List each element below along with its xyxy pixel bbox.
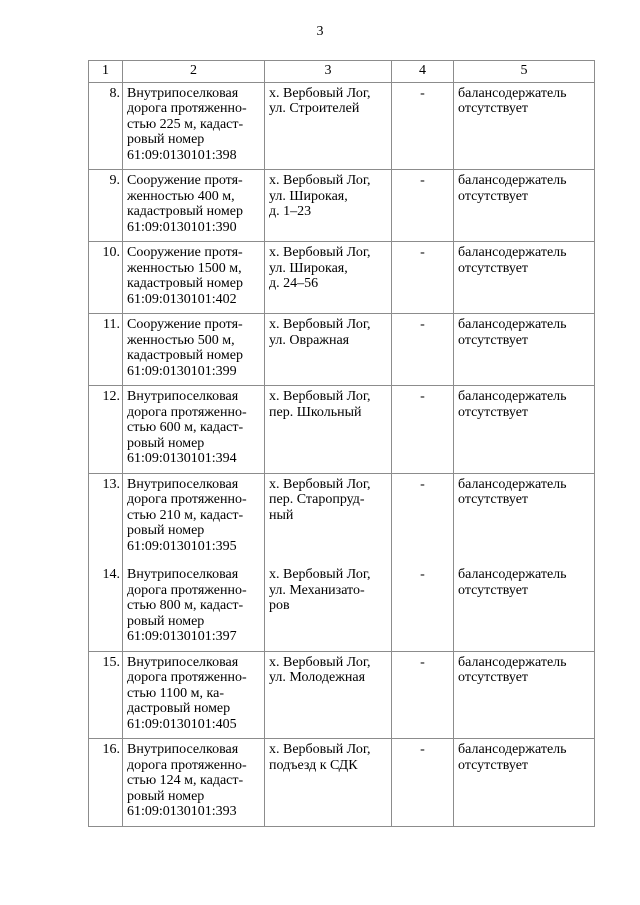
object-address-line: пер. Школьный — [269, 404, 362, 420]
table-row — [89, 386, 595, 474]
owner-status-line: отсутствует — [458, 492, 529, 507]
object-name-line: стью 800 м, кадаст- — [127, 598, 244, 613]
object-name — [123, 82, 265, 170]
object-name — [123, 473, 265, 564]
object-name-line: кадастровый номер — [127, 276, 243, 291]
owner-status-line: отсутствует — [458, 260, 529, 276]
owner-status — [454, 564, 595, 651]
object-name-line: Внутрипоселковая — [127, 567, 239, 582]
header-col-5: 5 — [454, 61, 595, 83]
table-row — [89, 242, 595, 314]
row-number: 16. — [89, 739, 123, 827]
table-row — [89, 739, 595, 827]
object-address — [265, 473, 392, 564]
col4-value: - — [392, 170, 454, 242]
table-row — [89, 314, 595, 386]
object-name-line: 61:09:0130101:393 — [127, 804, 237, 819]
object-name-line: кадастровый номер — [127, 348, 243, 363]
row-number: 8. — [89, 82, 123, 170]
owner-status-line: балансодержатель — [458, 85, 567, 101]
object-name-line: стью 225 м, кадаст- — [127, 116, 244, 132]
header-col-3: 3 — [265, 61, 392, 83]
object-name-line: 61:09:0130101:390 — [127, 219, 237, 235]
object-address — [265, 82, 392, 170]
object-name-line: Внутрипоселковая — [127, 85, 239, 101]
object-name — [123, 314, 265, 386]
object-name-line: 61:09:0130101:402 — [127, 291, 237, 307]
row-number: 13. — [89, 473, 123, 564]
row-number: 14. — [89, 564, 123, 651]
object-name-line: дорога протяженно- — [127, 757, 247, 773]
owner-status-line: отсутствует — [458, 188, 529, 204]
object-name-line: ровый номер — [127, 788, 205, 804]
object-name-line: ровый номер — [127, 613, 205, 629]
col4-value: - — [392, 739, 454, 827]
owner-status-line: отсутствует — [458, 582, 529, 598]
col4-value: - — [392, 564, 454, 651]
owner-status — [454, 242, 595, 314]
row-number: 9. — [89, 170, 123, 242]
owner-status-line: балансодержатель — [458, 742, 567, 757]
owner-status-line: балансодержатель — [458, 173, 567, 188]
owner-status — [454, 314, 595, 386]
object-address-line: ул. Строителей — [269, 101, 360, 116]
object-name-line: Внутрипоселковая — [127, 389, 239, 404]
owner-status-line: балансодержатель — [458, 567, 567, 582]
owner-status — [454, 473, 595, 564]
object-name-line: дорога протяженно- — [127, 670, 247, 685]
object-name-line: стью 1100 м, ка- — [127, 685, 224, 701]
row-number: 12. — [89, 386, 123, 474]
object-name-line: ровый номер — [127, 132, 205, 147]
owner-status-line: балансодержатель — [458, 654, 567, 670]
col4-value: - — [392, 314, 454, 386]
header-col-1: 1 — [89, 61, 123, 83]
table-row — [89, 473, 595, 564]
object-address-line: ул. Овражная — [269, 332, 350, 348]
table-row — [89, 82, 595, 170]
object-name-line: Внутрипоселковая — [127, 476, 239, 492]
object-name-line: кадастровый номер — [127, 204, 243, 219]
object-name-line: Внутрипоселковая — [127, 654, 239, 670]
object-name-line: дорога протяженно- — [127, 492, 247, 507]
table-row — [89, 170, 595, 242]
object-address-line: х. Вербовый Лог, — [269, 567, 371, 582]
object-name-line: стью 124 м, кадаст- — [127, 773, 244, 788]
object-name — [123, 170, 265, 242]
owner-status-line: балансодержатель — [458, 389, 567, 404]
object-address-line: д. 24–56 — [269, 276, 319, 291]
header-row — [89, 61, 595, 83]
object-address-line: х. Вербовый Лог, — [269, 317, 371, 332]
object-name-line: дорога протяженно- — [127, 101, 247, 116]
object-name-line: женностью 1500 м, — [127, 260, 242, 276]
object-name-line: дастровый номер — [127, 701, 231, 716]
object-name-line: ровый номер — [127, 435, 205, 451]
object-address-line: ул. Широкая, — [269, 188, 348, 204]
col4-value: - — [392, 242, 454, 314]
row-number: 11. — [89, 314, 123, 386]
object-name-line: Сооружение протя- — [127, 317, 243, 332]
object-address-line: подъезд к СДК — [269, 757, 358, 773]
owner-status-line: отсутствует — [458, 757, 529, 773]
object-name-line: 61:09:0130101:399 — [127, 363, 237, 379]
property-table — [88, 60, 595, 827]
owner-status-line: отсутствует — [458, 404, 529, 420]
owner-status-line: отсутствует — [458, 332, 529, 348]
object-address — [265, 651, 392, 739]
object-name-line: Сооружение протя- — [127, 173, 243, 188]
owner-status-line: отсутствует — [458, 101, 529, 116]
object-name-line: женностью 500 м, — [127, 332, 235, 348]
col4-value: - — [392, 386, 454, 474]
object-address — [265, 739, 392, 827]
header-col-4: 4 — [392, 61, 454, 83]
object-name — [123, 386, 265, 474]
object-name — [123, 564, 265, 651]
col4-value: - — [392, 473, 454, 564]
table-row — [89, 564, 595, 651]
object-name-line: Внутрипоселковая — [127, 742, 239, 757]
col4-value: - — [392, 651, 454, 739]
owner-status-line: балансодержатель — [458, 476, 567, 492]
object-name-line: ровый номер — [127, 523, 205, 538]
object-address-line: ул. Механизато- — [269, 582, 365, 598]
owner-status — [454, 386, 595, 474]
col4-value: - — [392, 82, 454, 170]
object-name-line: 61:09:0130101:405 — [127, 716, 237, 732]
object-address-line: х. Вербовый Лог, — [269, 389, 371, 404]
table-body — [89, 82, 595, 826]
object-name-line: Сооружение протя- — [127, 245, 243, 260]
object-name-line: 61:09:0130101:398 — [127, 147, 237, 163]
object-name-line: стью 210 м, кадаст- — [127, 507, 244, 523]
object-name-line: женностью 400 м, — [127, 188, 235, 204]
object-address — [265, 170, 392, 242]
object-name-line: дорога протяженно- — [127, 582, 247, 598]
table-header — [89, 61, 595, 83]
object-address-line: х. Вербовый Лог, — [269, 173, 371, 188]
object-address-line: ул. Молодежная — [269, 670, 366, 685]
object-name — [123, 739, 265, 827]
owner-status — [454, 651, 595, 739]
object-name-line: дорога протяженно- — [127, 404, 247, 420]
owner-status — [454, 82, 595, 170]
row-number: 10. — [89, 242, 123, 314]
object-address-line: д. 1–23 — [269, 204, 312, 219]
owner-status — [454, 739, 595, 827]
owner-status-line: отсутствует — [458, 670, 529, 685]
object-address — [265, 564, 392, 651]
row-number: 15. — [89, 651, 123, 739]
object-name-line: 61:09:0130101:394 — [127, 451, 237, 466]
object-address-line: ул. Широкая, — [269, 260, 348, 276]
object-address-line: х. Вербовый Лог, — [269, 742, 371, 757]
object-name-line: 61:09:0130101:397 — [127, 629, 237, 644]
object-name-line: 61:09:0130101:395 — [127, 538, 237, 554]
object-address-line: х. Вербовый Лог, — [269, 245, 371, 260]
object-address-line: ров — [269, 598, 290, 613]
object-name — [123, 242, 265, 314]
owner-status — [454, 170, 595, 242]
object-address-line: х. Вербовый Лог, — [269, 85, 371, 101]
object-name-line: стью 600 м, кадаст- — [127, 420, 244, 435]
object-address-line: ный — [269, 507, 294, 523]
owner-status-line: балансодержатель — [458, 245, 567, 260]
page-number: 3 — [316, 24, 324, 39]
object-name — [123, 651, 265, 739]
object-address-line: пер. Старопруд- — [269, 492, 365, 507]
table-row — [89, 651, 595, 739]
object-address — [265, 314, 392, 386]
object-address — [265, 242, 392, 314]
header-col-2: 2 — [123, 61, 265, 83]
object-address-line: х. Вербовый Лог, — [269, 476, 371, 492]
owner-status-line: балансодержатель — [458, 317, 567, 332]
object-address-line: х. Вербовый Лог, — [269, 654, 371, 670]
object-address — [265, 386, 392, 474]
